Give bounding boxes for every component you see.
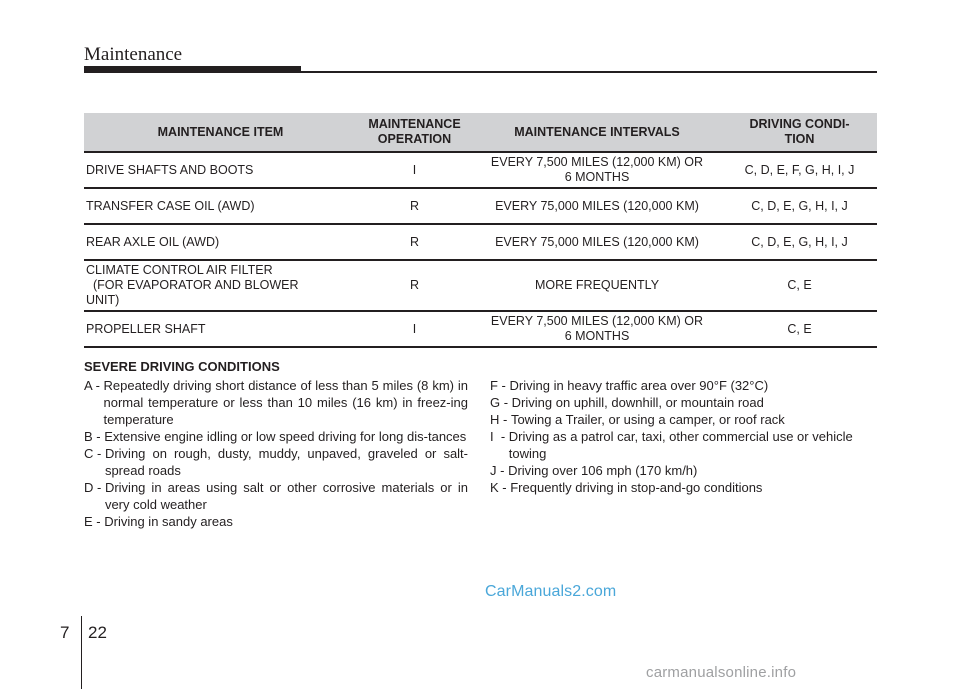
cell-item: TRANSFER CASE OIL (AWD)	[84, 188, 357, 224]
cell-operation: I	[357, 311, 472, 347]
section-title: Maintenance	[84, 44, 183, 65]
table-row	[84, 260, 877, 311]
cell-condition: C, E	[722, 260, 877, 311]
cell-operation: R	[357, 224, 472, 260]
cell-condition: C, D, E, G, H, I, J	[722, 188, 877, 224]
condition-text: Driving in areas using salt or other corrosive materials or in very cold weather	[104, 480, 468, 512]
cell-operation: R	[357, 188, 472, 224]
cell-interval: EVERY 7,500 MILES (12,000 KM) OR 6 MONTHS	[472, 152, 722, 188]
condition-text: Repeatedly driving short distance of less than 5 miles (8 km) in normal temperature or less than 10 miles (16 km) in freez-ing temperature	[103, 378, 468, 427]
table-row	[84, 224, 877, 260]
condition-text: Driving as a patrol car, taxi, other commercial use or vehicle towing	[508, 429, 853, 461]
maintenance-table	[84, 113, 877, 348]
page-number: 22	[88, 623, 107, 642]
condition-item	[490, 394, 878, 411]
cell-item: CLIMATE CONTROL AIR FILTER (FOR EVAPORATOR AND BLOWER UNIT)	[84, 260, 357, 311]
condition-letter: E -	[84, 514, 105, 529]
condition-text: Driving in heavy traffic area over 90°F (32°C)	[509, 378, 769, 393]
condition-letter: I -	[490, 429, 509, 444]
condition-letter: H -	[490, 412, 511, 427]
condition-item	[490, 479, 878, 496]
cell-interval: EVERY 75,000 MILES (120,000 KM)	[472, 224, 722, 260]
condition-item	[84, 513, 468, 530]
condition-text: Towing a Trailer, or using a camper, or roof rack	[510, 412, 785, 427]
chapter-number: 7	[60, 623, 70, 642]
conditions-right-column	[490, 377, 878, 496]
condition-item	[490, 377, 878, 394]
condition-item	[84, 428, 468, 445]
condition-letter: D -	[84, 480, 105, 495]
cell-item: PROPELLER SHAFT	[84, 311, 357, 347]
cell-condition: C, E	[722, 311, 877, 347]
watermark-link[interactable]: CarManuals2.com	[485, 583, 617, 600]
condition-letter: A -	[84, 378, 104, 393]
cell-condition: C, D, E, F, G, H, I, J	[722, 152, 877, 188]
condition-text: Driving on uphill, downhill, or mountain road	[511, 395, 764, 410]
condition-letter: J -	[490, 463, 509, 478]
condition-item	[490, 462, 878, 479]
cell-item: REAR AXLE OIL (AWD)	[84, 224, 357, 260]
cell-item: DRIVE SHAFTS AND BOOTS	[84, 152, 357, 188]
cell-operation: I	[357, 152, 472, 188]
condition-item	[490, 411, 878, 428]
column-header-operation: MAINTENANCE OPERATION	[357, 113, 472, 152]
cell-condition: C, D, E, G, H, I, J	[722, 224, 877, 260]
condition-letter: C -	[84, 446, 105, 461]
footer-site-watermark[interactable]: carmanualsonline.info	[646, 664, 797, 681]
table-row	[84, 311, 877, 347]
header-rule-thin	[301, 71, 877, 73]
column-header-intervals: MAINTENANCE INTERVALS	[472, 113, 722, 152]
condition-item	[490, 428, 878, 462]
column-header-item: MAINTENANCE ITEM	[84, 113, 357, 152]
condition-item	[84, 445, 468, 479]
column-header-condition: DRIVING CONDI- TION	[722, 113, 877, 152]
page-number-divider	[81, 616, 82, 689]
condition-text: Extensive engine idling or low speed driving for long dis-tances	[104, 429, 467, 444]
cell-operation: R	[357, 260, 472, 311]
cell-interval: EVERY 75,000 MILES (120,000 KM)	[472, 188, 722, 224]
condition-item	[84, 377, 468, 428]
condition-letter: G -	[490, 395, 512, 410]
condition-letter: K -	[490, 480, 511, 495]
condition-letter: F -	[490, 378, 510, 393]
table-row	[84, 152, 877, 188]
table-header-row	[84, 113, 877, 152]
condition-text: Frequently driving in stop-and-go conditions	[510, 480, 763, 495]
header-rule-thick	[84, 66, 301, 73]
condition-item	[84, 479, 468, 513]
cell-interval: MORE FREQUENTLY	[472, 260, 722, 311]
cell-interval: EVERY 7,500 MILES (12,000 KM) OR 6 MONTHS	[472, 311, 722, 347]
conditions-left-column	[84, 377, 468, 530]
severe-conditions-heading: SEVERE DRIVING CONDITIONS	[84, 359, 280, 374]
table-row	[84, 188, 877, 224]
condition-text: Driving over 106 mph (170 km/h)	[508, 463, 698, 478]
condition-text: Driving in sandy areas	[104, 514, 233, 529]
condition-text: Driving on rough, dusty, muddy, unpaved, graveled or salt-spread roads	[104, 446, 468, 478]
condition-letter: B -	[84, 429, 105, 444]
